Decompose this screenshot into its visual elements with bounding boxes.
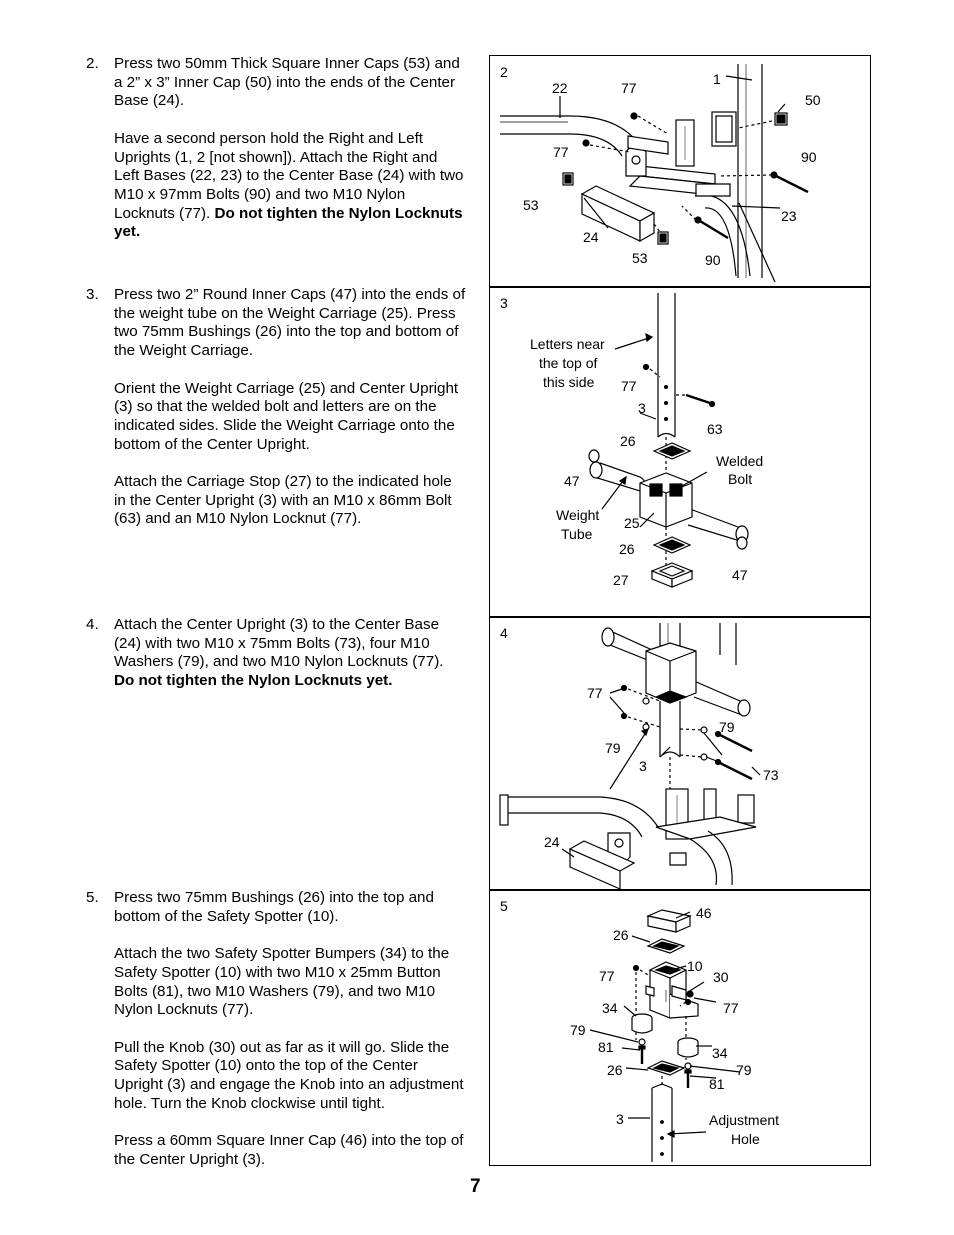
diagram-number: 5 bbox=[500, 898, 508, 914]
diagram-number: 4 bbox=[500, 625, 508, 641]
diagram-number: 3 bbox=[500, 295, 508, 311]
step-3 bbox=[86, 286, 466, 529]
step-paragraph: Attach the two Safety Spotter Bumpers (34) to the Safety Spotter (10) with two M10 x 25mm Button Bolts (81), two M10 Washers (79), and two M10 Nylon Locknuts (77). bbox=[114, 945, 450, 1019]
callout-label: 79 bbox=[570, 1022, 586, 1038]
step-paragraph: Press two 75mm Bushings (26) into the top and bottom of the Safety Spotter (10). bbox=[114, 889, 434, 925]
diagram-5-art bbox=[490, 890, 870, 1165]
step-5 bbox=[86, 889, 466, 1170]
callout-label: 10 bbox=[687, 958, 703, 974]
step-paragraph bbox=[114, 130, 466, 242]
callout-label: 53 bbox=[523, 197, 539, 213]
callout-label: Hole bbox=[731, 1131, 760, 1147]
callout-label: Adjustment bbox=[709, 1112, 780, 1128]
diagram-step-3 bbox=[489, 286, 871, 618]
callout-label: 79 bbox=[719, 719, 735, 735]
callout-label: 90 bbox=[705, 252, 721, 268]
callout-label: 24 bbox=[544, 834, 560, 850]
callout-label: 1 bbox=[713, 71, 721, 87]
callout-label: 46 bbox=[696, 905, 712, 921]
callout-label: 22 bbox=[552, 80, 568, 96]
step-paragraph: Orient the Weight Carriage (25) and Center Upright (3) so that the welded bolt and letters are on the indicated sides. Slide the Weight Carriage onto the bottom of the Center Upright. bbox=[114, 379, 459, 453]
step-paragraph: Pull the Knob (30) out as far as it will go. Slide the Safety Spotter (10) onto the top of the Center Upright (3) and engage the Knob into an adjustment hole. Turn the Knob clockwise until tight. bbox=[114, 1038, 464, 1112]
callout-label: Bolt bbox=[728, 471, 753, 487]
diagram-step-4 bbox=[489, 616, 871, 891]
callout-label: 90 bbox=[801, 149, 817, 165]
callout-label: Weight bbox=[556, 507, 600, 523]
callout-label: 47 bbox=[564, 473, 580, 489]
callout-label: Letters near bbox=[530, 336, 605, 352]
callout-label: 47 bbox=[732, 567, 748, 583]
callout-label: 3 bbox=[638, 400, 646, 416]
diagram-3-art bbox=[490, 287, 870, 617]
step-paragraph: Press two 2” Round Inner Caps (47) into the ends of the weight tube on the Weight Carriage (25). Press two 75mm Bushings (26) into the top and bottom of the Weight Carriage. bbox=[114, 286, 466, 360]
callout-label: this side bbox=[543, 374, 595, 390]
callout-label: 53 bbox=[632, 250, 648, 266]
callout-label: 77 bbox=[553, 144, 569, 160]
callout-label: 77 bbox=[621, 378, 637, 394]
step-number: 5. bbox=[86, 889, 99, 906]
step-number: 4. bbox=[86, 616, 99, 633]
diagram-step-5 bbox=[489, 889, 871, 1166]
callout-label: 79 bbox=[736, 1062, 752, 1078]
diagram-4-art bbox=[490, 617, 870, 890]
callout-label: the top of bbox=[539, 355, 598, 371]
callout-label: 30 bbox=[713, 969, 729, 985]
page-number: 7 bbox=[470, 1176, 481, 1197]
step-paragraph: Attach the Carriage Stop (27) to the indicated hole in the Center Upright (3) with an M10 x 86mm Bolt (63) and an M10 Nylon Locknut (77). bbox=[114, 473, 452, 528]
callout-label: 50 bbox=[805, 92, 821, 108]
callout-label: 77 bbox=[621, 80, 637, 96]
callout-label: 77 bbox=[599, 968, 615, 984]
callout-label: 81 bbox=[709, 1076, 725, 1092]
callout-label: Tube bbox=[561, 526, 593, 542]
callout-label: 26 bbox=[613, 927, 629, 943]
callout-label: 34 bbox=[602, 1000, 618, 1016]
callout-label: 26 bbox=[619, 541, 635, 557]
step-number: 2. bbox=[86, 55, 99, 72]
callout-label: 26 bbox=[607, 1062, 623, 1078]
warning-text: Do not tighten the Nylon Locknuts yet. bbox=[114, 204, 463, 241]
step-4 bbox=[86, 616, 466, 691]
callout-label: 77 bbox=[723, 1000, 739, 1016]
step-text: Attach the Center Upright (3) to the Center Base (24) with two M10 x 75mm Bolts (73), four M10 Washers (79), and two M10 Nylon Locknuts (77). bbox=[114, 616, 444, 671]
step-text: Have a second person hold the Right and Left Uprights (1, 2 [not shown]). Attach the Right and Left Bases (22, 23) to the Center Base (24) with two M10 x 97mm Bolts (90) and two M10 Nylon Locknuts (77). bbox=[114, 129, 464, 222]
callout-label: 34 bbox=[712, 1045, 728, 1061]
diagram-number: 2 bbox=[500, 64, 508, 80]
callout-label: Welded bbox=[716, 453, 764, 469]
step-paragraph: Press two 50mm Thick Square Inner Caps (53) and a 2” x 3” Inner Cap (50) into the ends of the Center Base (24). bbox=[114, 55, 460, 110]
callout-label: 79 bbox=[605, 740, 621, 756]
diagram-column bbox=[489, 55, 871, 1165]
warning-text: Do not tighten the Nylon Locknuts yet. bbox=[114, 672, 393, 690]
callout-label: 73 bbox=[763, 767, 779, 783]
step-paragraph: Press a 60mm Square Inner Cap (46) into the top of the Center Upright (3). bbox=[114, 1132, 464, 1168]
callout-label: 3 bbox=[616, 1111, 624, 1127]
callout-label: 27 bbox=[613, 572, 629, 588]
callout-label: 24 bbox=[583, 229, 599, 245]
step-2 bbox=[86, 55, 466, 242]
step-number: 3. bbox=[86, 286, 99, 303]
callout-label: 26 bbox=[620, 433, 636, 449]
callout-label: 3 bbox=[639, 758, 647, 774]
callout-label: 23 bbox=[781, 208, 797, 224]
callout-label: 25 bbox=[624, 515, 640, 531]
callout-label: 63 bbox=[707, 421, 723, 437]
diagram-step-2 bbox=[489, 55, 871, 288]
callout-label: 77 bbox=[587, 685, 603, 701]
callout-label: 81 bbox=[598, 1039, 614, 1055]
diagram-2-art bbox=[490, 56, 870, 287]
step-paragraph bbox=[114, 616, 466, 691]
